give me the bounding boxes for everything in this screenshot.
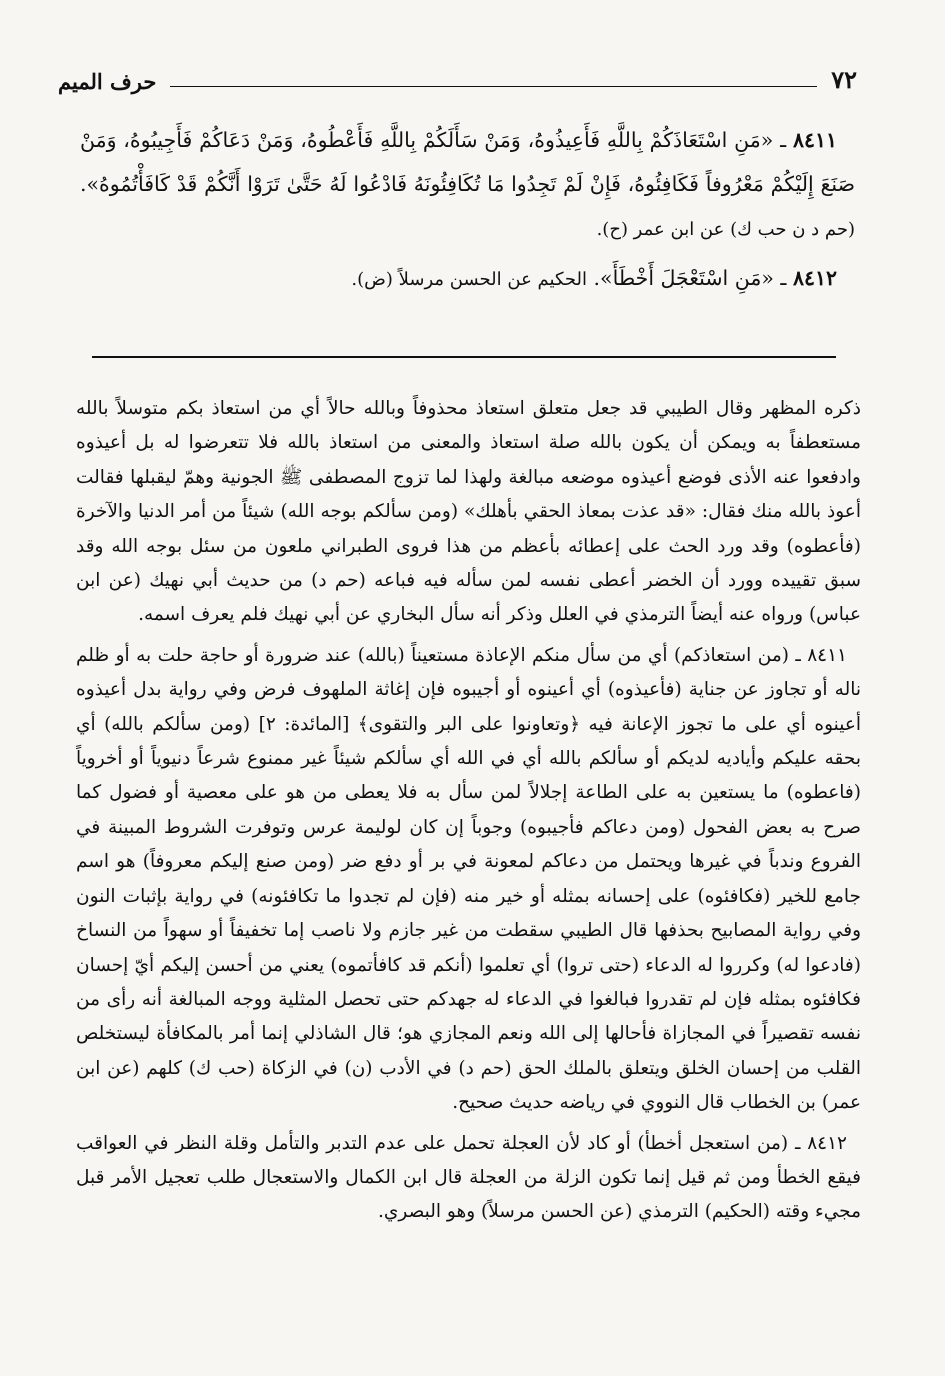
hadith-separator: ـ [773,266,787,290]
commentary-paragraph: ٨٤١١ ـ (من استعاذكم) أي من سأل منكم الإعاذة مستعيناً (بالله) عند ضرورة أو حاجة حلت به أو ظلم ناله أو تجاوز عن جناية (فأعيذوه) أي أعينوه أو أجيبوه فإن إغاثة الملهوف فرض وفي رواية بدل أعيذوه أعينوه أي على ما تجوز الإعانة فيه ﴿وتعاونوا على البر والتقوى﴾ [المائدة: ٢] (ومن سألكم بالله) أي بحقه عليكم وأياديه لديكم أو سألكم بالله أي في الله أي سألكم شيئاً غير ممنوع شرعاً دنيوياً أو أخروياً (فاعطوه) ما يستعين به على الطاعة إجلالاً لمن سأل به فلا يعطى من هو على معصية أو فضول كما صرح به بعض الفحول (ومن دعاكم فأجيبوه) وجوباً إن كان لوليمة عرس وتوفرت الشروط المبينة في الفروع وندباً في غيرها ويحتمل من دعاكم لمعونة في بر أو دفع ضر (ومن صنع إليكم معروفاً) هو اسم جامع للخير (فكافئوه) على إحسانه بمثله أو خير منه (فإن لم تجدوا ما تكافئونه) في رواية بإثبات النون وفي رواية المصابيح بحذفها قال الطيبي سقطت من غير جازم ولا ناصب إما تخفيفاً أو سهواً من النساخ (فادعوا له) وكرروا له الدعاء (حتى تروا) أي تعلموا (أنكم قد كافأتموه) يعني من أحسن إليكم أيّ إحسان فكافئوه بمثله فإن لم تقدروا فبالغوا في الدعاء له جهدكم حتى تحصل المثلية ووجه المبالغة أنه رأى من نفسه تقصيراً في المجازاة فأحالها إلى الله ونعم المجازي هو؛ قال الشاذلي إنما أمر بالمكافأة ليستخلص القلب من إحسان الخلق ويتعلق بالملك الحق (حم د) في الأدب (ن) في الزكاة (حب ك) كلهم (عن ابن عمر) بن الخطاب قال النووي في رياضه حديث صحيح. [76,644,861,1114]
hadith-text-block [80,118,855,302]
hadith-source: الحكيم عن الحسن مرسلاً (ض). [351,269,587,290]
hadith-number: ٨٤١٢ [792,266,837,290]
commentary-paragraph: ذكره المظهر وقال الطيبي قد جعل متعلق استعاذ محذوفاً وبالله حالاً أي من استعاذ بكم متوسلاً بالله مستعطفاً به ويمكن أن يكون بالله صلة استعاذ والمعنى من استعاذ بالله فلا تتعرضوا له بل أعيذوه وادفعوا عنه الأذى فوضع أعيذوه موضعه مبالغة ولهذا لما تزوج المصطفى ﷺ الجونية وهمّ ليقبلها فقالت أعوذ بالله منك فقال: «قد عذت بمعاذ الحقي بأهلك» (ومن سألكم بوجه الله) شيئاً من أمر الدنيا والآخرة (فأعطوه) وقد ورد الحث على إعطائه بأعظم من هذا فروى الطبراني ملعون من سئل بوجه الله وقد سبق تقييده وورد أن الخضر أعطى نفسه لمن سأله فيه فباعه (حم د) من حديث أبي نهيك (عن ابن عباس) ورواه عنه أيضاً الترمذي في العلل وذكر أنه سأل البخاري عن أبي نهيك فلم يعرف اسمه. [76,398,861,626]
footnote-divider [92,356,836,358]
hadith-text: «مَنِ اسْتَعَاذَكُمْ بِاللَّهِ فَأَعِيذُوهُ، وَمَنْ سَأَلَكُمْ بِاللَّهِ فَأَعْطُوهُ، وَمَنْ دَعَاكُمْ فَأَجِيبُوهُ، وَمَنْ صَنَعَ إِلَيْكُمْ مَعْرُوفاً فَكَافِئُوهُ، فَإِنْ لَمْ تَجِدُوا مَا تُكَافِئُونَهُ فَادْعُوا لَهُ حَتَّىٰ تَرَوْا أَنَّكُمْ قَدْ كَافَأْتُمُوهُ». [80,128,855,196]
hadith-source: (حم د ن حب ك) عن ابن عمر (ح). [596,219,855,240]
commentary-block [76,392,861,1230]
hadith-entry [80,118,855,252]
header-rule [170,86,817,87]
chapter-title: حرف الميم [58,69,157,94]
page-number: ٧٢ [831,65,857,94]
page-header [58,52,857,92]
hadith-entry [80,256,855,302]
hadith-separator: ـ [773,128,787,152]
hadith-number: ٨٤١١ [792,128,837,152]
hadith-text: «مَنِ اسْتَعْجَلَ أَخْطَأَ». [593,266,774,290]
commentary-paragraph: ٨٤١٢ ـ (من استعجل أخطأ) أو كاد لأن العجلة تحمل على عدم التدبر والتأمل وقلة النظر في العواقب فيقع الخطأ ومن ثم قيل إنما تكون الزلة من العجلة قال ابن الكمال والاستعجال طلب تعجيل الأمر قبل مجيء وقته (الحكيم) الترمذي (عن الحسن مرسلاً) وهو البصري. [76,1132,861,1223]
